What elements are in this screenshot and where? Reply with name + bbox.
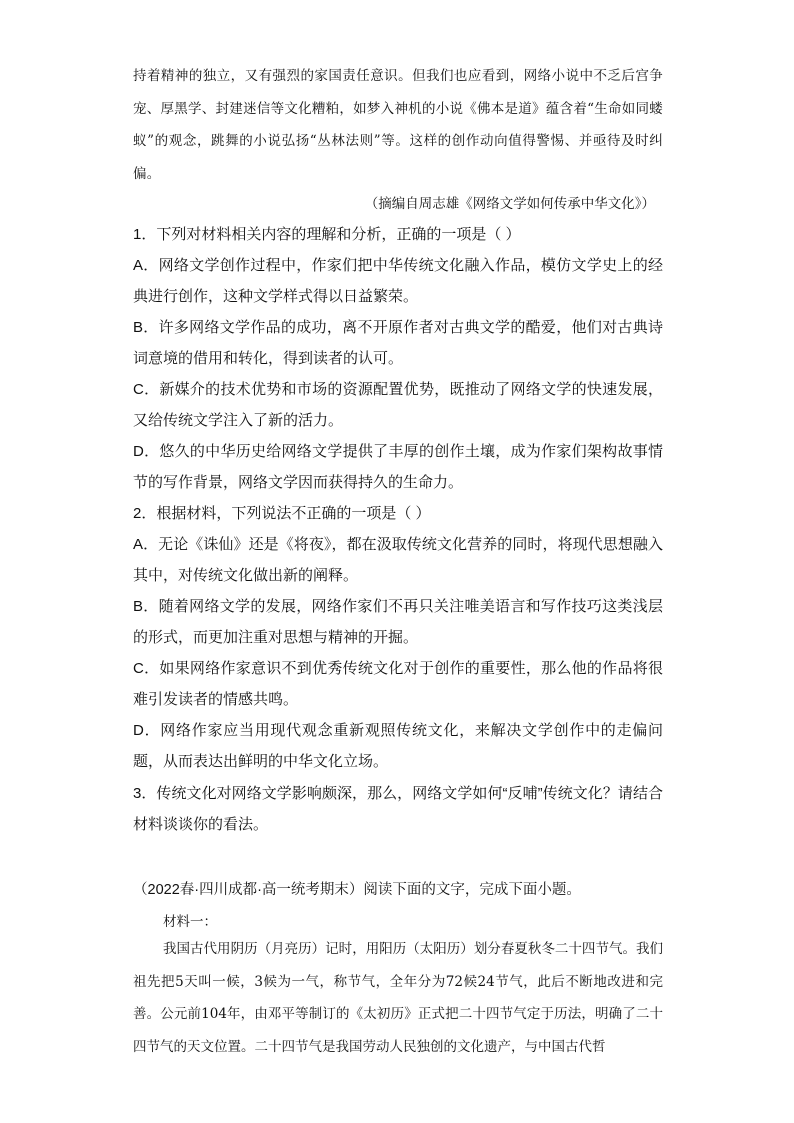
question-2-option-a: A．无论《诛仙》还是《将夜》，都在汲取传统文化营养的同时，将现代思想融入其中，对传统文化做出新的阐释。 bbox=[133, 536, 663, 584]
question-1-option-d: D．悠久的中华历史给网络文学提供了丰厚的创作土壤，成为作家们架构故事情节的写作背景，网络文学因而获得持久的生命力。 bbox=[133, 443, 663, 491]
passage-continuation bbox=[133, 60, 663, 190]
question-1-option-b: B．许多网络文学作品的成功，离不开原作者对古典文学的酷爱，他们对古典诗词意境的借用和转化，得到读者的认可。 bbox=[133, 319, 663, 367]
question-1-option-c: C．新媒介的技术优势和市场的资源配置优势，既推动了网络文学的快速发展，又给传统文学注入了新的活力。 bbox=[133, 381, 663, 429]
section-heading: （2022春·四川成都·高一统考期末）阅读下面的文字，完成下面小题。 bbox=[133, 882, 581, 898]
passage-paragraph: 持着精神的独立，又有强烈的家国责任意识。但我们也应看到，网络小说中不乏后宫争宠、厚黑学、封建迷信等文化糟粕，如梦入神机的小说《佛本是道》蕴含着“生命如同蝼蚁”的观念，跳舞的小说弘扬“丛林法则”等。这样的创作动向值得警惕、并亟待及时纠偏。 bbox=[133, 68, 663, 182]
question-1-option-a: A．网络文学创作过程中，作家们把中华传统文化融入作品，模仿文学史上的经典进行创作，这种文学样式得以日益繁荣。 bbox=[133, 257, 663, 305]
question-2 bbox=[133, 498, 663, 777]
question-1 bbox=[133, 219, 663, 498]
passage-source: （摘编自周志雄《网络文学如何传承中华文化》） bbox=[364, 196, 655, 212]
question-3 bbox=[133, 778, 663, 840]
question-2-option-d: D．网络作家应当用现代观念重新观照传统文化，来解决文学创作中的走偏问题，从而表达出鲜明的中华文化立场。 bbox=[133, 722, 663, 770]
question-3-stem: 3．传统文化对网络文学影响颇深，那么，网络文学如何“反哺”传统文化？请结合材料谈谈你的看法。 bbox=[133, 785, 663, 833]
material-paragraph: 我国古代用阴历（月亮历）记时，用阳历（太阳历）划分春夏秋冬二十四节气。我们祖先把5天叫一候，3候为一气，称节气，全年分为72候24节气，此后不断地改进和完善。公元前104年，由邓平等制订的《太初历》正式把二十四节气定于历法，明确了二十四节气的天文位置。二十四节气是我国劳动人民独创的文化遗产，与中国古代哲 bbox=[133, 941, 663, 1055]
material-label: 材料一： bbox=[163, 914, 217, 930]
question-2-option-c: C．如果网络作家意识不到优秀传统文化对于创作的重要性，那么他的作品将很难引发读者的情感共鸣。 bbox=[133, 660, 663, 708]
question-2-option-b: B．随着网络文学的发展，网络作家们不再只关注唯美语言和写作技巧这类浅层的形式，而更加注重对思想与精神的开掘。 bbox=[133, 598, 663, 646]
question-2-stem: 2．根据材料，下列说法不正确的一项是（ ） bbox=[133, 505, 431, 522]
material-body bbox=[133, 933, 663, 1063]
question-1-stem: 1．下列对材料相关内容的理解和分析，正确的一项是（ ） bbox=[133, 226, 521, 243]
